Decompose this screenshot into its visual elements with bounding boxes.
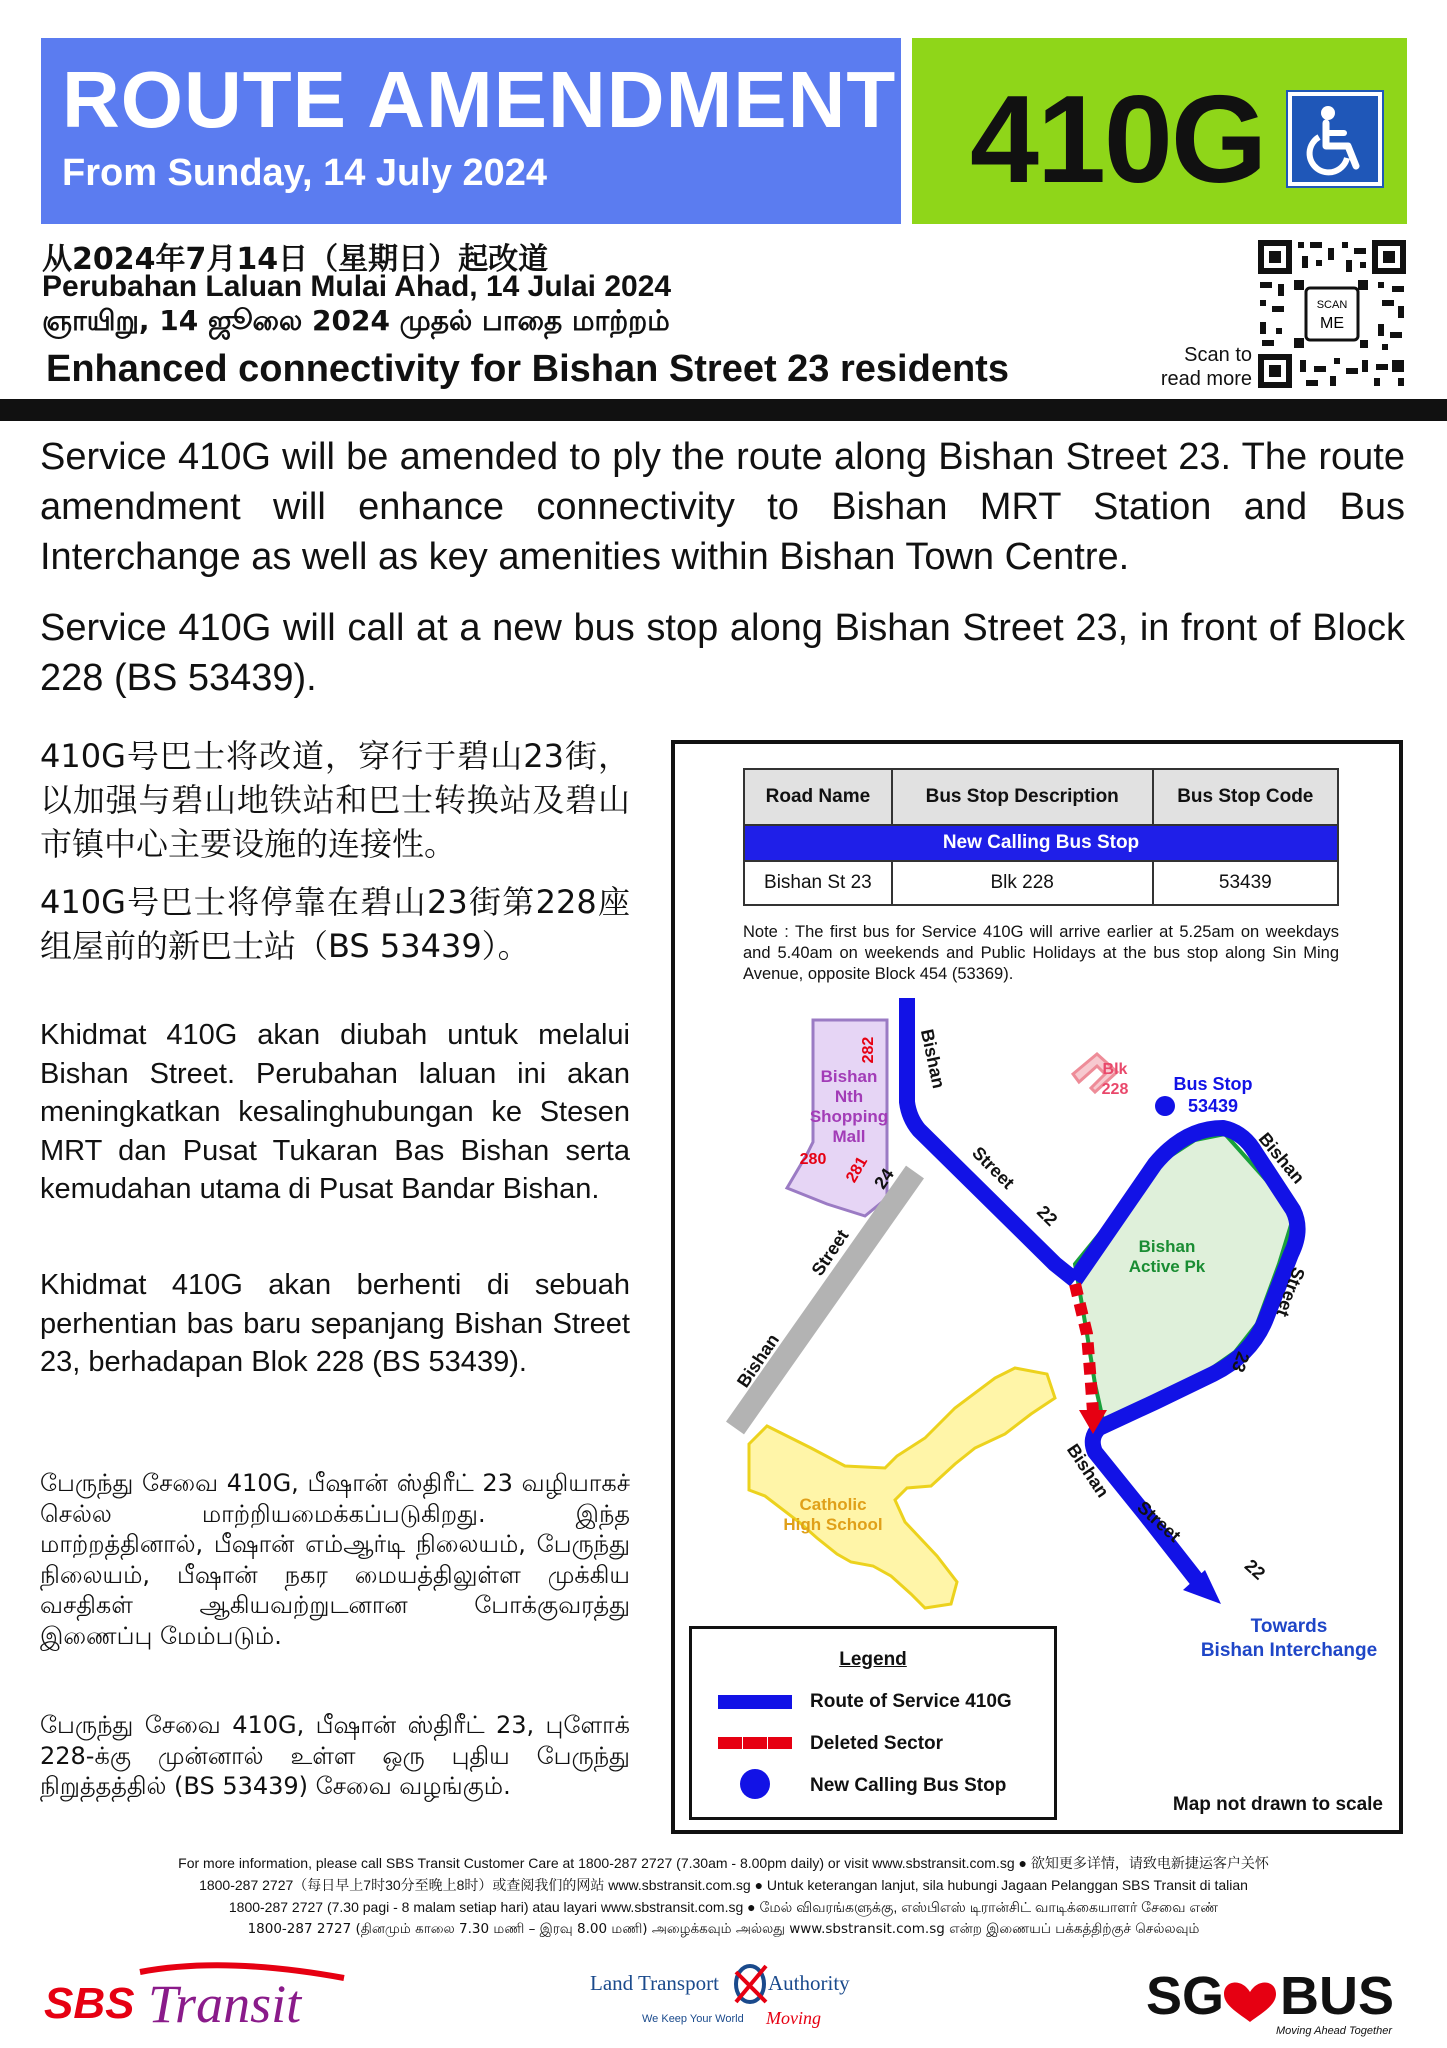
legend-title: Legend [839,1649,907,1670]
chinese-paragraph-1: 410G号巴士将改道，穿行于碧山23街，以加强与碧山地铁站和巴士转换站及碧山市镇中心主要设施的连接性。 [40,737,630,863]
mall-label-4: Mall [832,1127,866,1146]
mall-label-1: Bishan [820,1067,878,1086]
footer-line-4: 1800-287 2727 (தினமும் காலை 7.30 மணி – இரவு 8.00 மணி) அழைக்கவும் அல்லது www.sbstransit.com.sg என்ற இணையப் பக்கத்திற்குச் செல்லவும் [247,1921,1200,1937]
tamil-paragraph-2: பேருந்து சேவை 410G, பீஷான் ஸ்திரீட் 23, புளோக் 228-க்கு முன்னால் உள்ள ஒரு புதிய பேருந்து நிறுத்தத்தில் (BS 53439) சேவை வழங்கும். [40,1711,630,1800]
english-paragraph-2: Service 410G will call at a new bus stop along Bishan Street 23, in front of Block 228 (BS 53439). [40,607,1405,699]
divider [0,399,1447,421]
bus-stop-label-1: Bus Stop [1173,1074,1253,1094]
blk-228-label-1: Blk [1102,1061,1128,1078]
table-header-code: Bus Stop Code [1153,769,1338,825]
park-label-2: Active Pk [1128,1257,1206,1276]
legend-route-label: Route of Service 410G [810,1691,1012,1712]
legend-stop-symbol [740,1769,770,1799]
st22a-label-c: 22 [1033,1201,1062,1230]
subtitle-english: Enhanced connectivity for Bishan Street 23 residents [46,348,1009,390]
legend-stop-label: New Calling Bus Stop [810,1775,1007,1796]
malay-paragraph-2: Khidmat 410G akan berhenti di sebuah perhentian bas baru sepanjang Bishan Street 23, berhadapan Blok 228 (BS 53439). [40,1269,630,1378]
english-paragraph-1: Service 410G will be amended to ply the route along Bishan Street 23. The route amendment will enhance connectivity to Bishan MRT Station and Bus Interchange as well as key amenities within Bishan Town Centre. [40,436,1405,578]
st23-label-c: 23 [1227,1349,1254,1375]
qr-badge-top: SCAN [1316,299,1348,311]
lta-logo-text-b: Authority [768,1971,850,1995]
block-280-label: 280 [799,1151,827,1168]
mall-label-2: Nth [834,1087,864,1106]
bus-stop-table [743,768,1339,906]
lta-tagline-b: Moving [766,2008,821,2028]
st24-label-b: Street [807,1225,853,1280]
map-scale-note: Map not drawn to scale [1172,1794,1383,1815]
route-map [671,740,1403,1834]
subtitle-malay: Perubahan Laluan Mulai Ahad, 14 Julai 2024 [42,270,672,303]
legend-deleted-label: Deleted Sector [810,1733,944,1754]
st22a-label-a: Bishan [916,1027,949,1091]
page-title: ROUTE AMENDMENT [62,55,897,144]
school-label-1: Catholic [799,1495,867,1514]
table-cell-description: Blk 228 [892,861,1153,905]
st23-label-a: Bishan [1254,1128,1309,1188]
malay-paragraph-1: Khidmat 410G akan diubah untuk melalui Bishan Street. Perubahan laluan ini akan meningkatkan kesalinghubungan ke Stesen MRT dan Pusat Tukaran Bas Bishan serta kemudahan utama di Pusat Bandar Bishan. [40,1019,630,1205]
legend-deleted-symbol [718,1737,792,1749]
subtitle-chinese: 从2024年7月14日（星期日）起改道 [42,242,549,277]
bishan-street-24-road [732,1172,915,1428]
table-band: New Calling Bus Stop [744,825,1338,861]
legend-route-symbol [718,1695,792,1709]
qr-badge-bottom: ME [1320,315,1344,332]
sgbus-logo [1146,1962,1406,2042]
st22b-label-a: Bishan [1062,1440,1114,1502]
sgbus-tagline: Moving Ahead Together [1276,2025,1392,2037]
towards-label-1: Towards [1250,1616,1328,1637]
footer-line-3: 1800-287 2727 (7.30 pagi - 8 malam setiap hari) atau layari www.sbstransit.com.sg ● மேல் விவரங்களுக்கு, எஸ்பிஎஸ் டிரான்சிட் வாடிக்கையாளர் சேவை எண் [228,1899,1219,1915]
effective-date: From Sunday, 14 July 2024 [62,152,548,194]
st22b-label-b: Street [1133,1497,1185,1547]
heart-icon [1224,1982,1276,2022]
subtitle-tamil: ஞாயிறு, 14 ஜூலை 2024 முதல் பாதை மாற்றம் [42,304,670,337]
st22a-label-b: Street [968,1142,1019,1193]
lta-logo-text-a: Land Transport [590,1971,719,1995]
bus-stop-label-2: 53439 [1187,1096,1239,1116]
map-legend [689,1626,1057,1820]
table-header-description: Bus Stop Description [892,769,1153,825]
sbs-logo-text-b: Transit [148,1974,302,2032]
sgbus-logo-text-b: BUS [1280,1966,1395,2026]
new-bus-stop-marker [1155,1096,1175,1116]
sbs-logo-text-a: SBS [44,1979,135,2028]
tamil-paragraph-1: பேருந்து சேவை 410G, பீஷான் ஸ்திரீட் 23 வழியாகச் செல்ல மாற்றியமைக்கப்படுகிறது. இந்த மாற்றத்தினால், பீஷான் எம்ஆர்டி நிலையம், பேருந்து நிலையம், பீஷான் நகர மையத்திலுள்ள முக்கிய வசதிகள் ஆகியவற்றுடனான போக்குவரத்து இணைப்பு மேம்படும். [40,1469,630,1650]
block-282-label: 282 [860,1036,877,1064]
footer-line-1: For more information, please call SBS Transit Customer Care at 1800-287 2727 (7.30am - 8.00pm daily) or visit www.sbstransit.com.sg ● 欲知更多详情，请致电新捷运客户关怀 [178,1855,1269,1871]
sbs-transit-logo [44,1962,374,2032]
st23-label-b: Street [1272,1264,1309,1320]
service-number: 410G [970,71,1266,209]
st24-label-c: 24 [870,1164,898,1193]
park-label-1: Bishan [1138,1237,1196,1256]
mall-label-3: Shopping [809,1107,889,1126]
table-cell-road: Bishan St 23 [744,861,892,905]
chinese-paragraph-2: 410G号巴士将停靠在碧山23街第228座组屋前的新巴士站（BS 53439）。 [40,883,630,965]
block-281-label: 281 [843,1153,872,1186]
qr-caption-2: read more [1160,368,1252,390]
map-note: Note : The first bus for Service 410G will arrive earlier at 5.25am on weekdays and 5.40am on weekends and Public Holidays at the bus stop along Sin Ming Avenue, opposite Block 454 (53369). [743,923,1339,983]
qr-caption-1: Scan to [1184,344,1252,366]
lta-tagline-a: We Keep Your World [642,2013,744,2025]
footer-line-2: 1800-287 2727（每日早上7时30分至晚上8时）或查阅我们的网站 www.sbstransit.com.sg ● Untuk keterangan lanjut, sila hubungi Jagaan Pelanggan SBS Transit di talian [199,1877,1248,1893]
school-label-2: High School [783,1515,883,1534]
towards-label-2: Bishan Interchange [1200,1640,1378,1661]
st22b-label-c: 22 [1240,1555,1270,1584]
lta-logo [590,1962,870,2032]
st24-label-a: Bishan [732,1330,784,1392]
catholic-high-school [749,1368,1055,1608]
qr-code-icon[interactable] [1258,240,1406,388]
wheelchair-icon [1288,92,1382,186]
sgbus-logo-text-a: SG [1146,1966,1225,2026]
blk-228-label-2: 228 [1101,1081,1129,1098]
table-header-road: Road Name [744,769,892,825]
table-cell-code: 53439 [1153,861,1338,905]
